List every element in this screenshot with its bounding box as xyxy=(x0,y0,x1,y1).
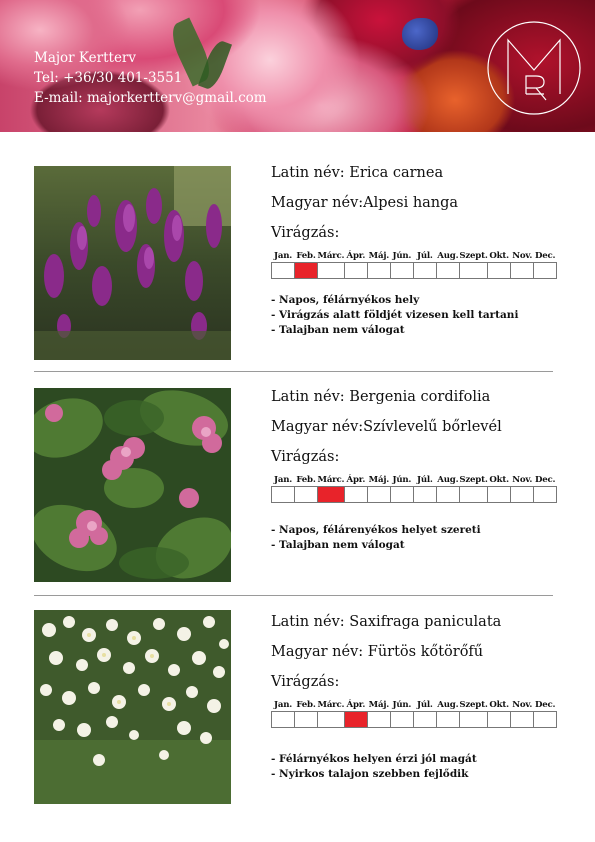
month-cell xyxy=(459,486,487,502)
month-cell xyxy=(295,486,318,502)
note-item: - Talajban nem válogat xyxy=(271,323,405,336)
email-address: E-mail: majorkertterv@gmail.com xyxy=(34,90,267,106)
month-header: Márc. xyxy=(317,250,345,261)
month-cell xyxy=(344,711,367,727)
month-header: Júl. xyxy=(416,250,433,261)
month-cell xyxy=(459,262,487,278)
month-header: Nov. xyxy=(512,474,533,485)
latin-name-value: Bergenia cordifolia xyxy=(349,389,491,405)
month-header: Okt. xyxy=(489,699,509,710)
header-banner xyxy=(0,0,595,132)
month-cell xyxy=(488,262,511,278)
hungarian-name-label: Magyar név: xyxy=(271,644,364,660)
note-item: - Virágzás alatt földjét vizesen kell tartani xyxy=(271,308,519,321)
plant-info xyxy=(271,388,571,553)
month-cell xyxy=(534,711,557,727)
month-cell xyxy=(272,262,295,278)
bloom-calendar xyxy=(271,474,557,503)
month-cell xyxy=(295,711,318,727)
latin-name-line xyxy=(271,613,571,631)
month-header: Aug. xyxy=(437,474,459,485)
month-cell xyxy=(488,711,511,727)
month-cell xyxy=(367,711,390,727)
note-item: - Félárnyékos helyen érzi jól magát xyxy=(271,752,477,765)
month-header: Márc. xyxy=(317,474,345,485)
month-header: Ápr. xyxy=(346,474,366,485)
month-cell xyxy=(413,262,436,278)
month-cell xyxy=(318,486,345,502)
month-header: Máj. xyxy=(368,250,390,261)
blue-flower-decoration xyxy=(402,18,438,50)
month-header: Szept. xyxy=(459,250,488,261)
latin-name-line xyxy=(271,388,571,406)
month-header: Feb. xyxy=(296,699,316,710)
month-cell xyxy=(390,486,413,502)
month-header: Máj. xyxy=(368,699,390,710)
month-header: Márc. xyxy=(317,699,345,710)
plant-notes xyxy=(271,752,571,782)
month-header: Aug. xyxy=(437,250,459,261)
month-header: Okt. xyxy=(489,474,509,485)
month-cell xyxy=(272,711,295,727)
note-item: - Napos, félárenyékos helyet szereti xyxy=(271,523,481,536)
bloom-calendar xyxy=(271,250,557,279)
divider xyxy=(34,595,553,596)
month-cell xyxy=(511,711,534,727)
month-header: Jan. xyxy=(273,474,293,485)
month-header: Szept. xyxy=(459,699,488,710)
month-cell xyxy=(413,486,436,502)
month-cell xyxy=(459,711,487,727)
latin-name-value: Saxifraga paniculata xyxy=(349,614,502,630)
month-header: Okt. xyxy=(489,250,509,261)
month-cell xyxy=(367,262,390,278)
note-item: - Nyirkos talajon szebben fejlődik xyxy=(271,767,469,780)
month-header: Ápr. xyxy=(346,250,366,261)
month-cell xyxy=(390,711,413,727)
bloom-label: Virágzás: xyxy=(271,674,340,690)
month-cell xyxy=(344,262,367,278)
month-cell xyxy=(390,262,413,278)
month-header: Nov. xyxy=(512,699,533,710)
month-header: Júl. xyxy=(416,474,433,485)
latin-name-line xyxy=(271,164,571,182)
month-header: Júl. xyxy=(416,699,433,710)
month-cell xyxy=(272,486,295,502)
month-cell xyxy=(344,486,367,502)
month-cell xyxy=(511,486,534,502)
hungarian-name-value: Alpesi hanga xyxy=(363,195,459,211)
month-header: Jan. xyxy=(273,250,293,261)
month-header: Feb. xyxy=(296,250,316,261)
month-cell xyxy=(318,262,345,278)
hungarian-name-line xyxy=(271,418,571,436)
month-cell xyxy=(413,711,436,727)
company-name: Major Kertterv xyxy=(34,50,137,66)
plant-info xyxy=(271,613,571,782)
latin-name-label: Latin név: xyxy=(271,165,345,181)
month-cell xyxy=(534,486,557,502)
hungarian-name-label: Magyar név: xyxy=(271,419,364,435)
plant-info xyxy=(271,164,571,338)
divider xyxy=(34,371,553,372)
month-header: Jún. xyxy=(392,699,412,710)
month-cell xyxy=(488,486,511,502)
month-header: Jún. xyxy=(392,474,412,485)
hungarian-name-line xyxy=(271,194,571,212)
month-cell xyxy=(367,486,390,502)
month-cell xyxy=(534,262,557,278)
month-header: Aug. xyxy=(437,699,459,710)
month-header: Feb. xyxy=(296,474,316,485)
month-cell xyxy=(511,262,534,278)
latin-name-value: Erica carnea xyxy=(349,165,444,181)
note-item: - Talajban nem válogat xyxy=(271,538,405,551)
month-header: Dec. xyxy=(534,474,556,485)
month-header: Dec. xyxy=(534,250,556,261)
bloom-label: Virágzás: xyxy=(271,225,340,241)
plant-notes xyxy=(271,523,571,553)
logo-monogram xyxy=(486,20,582,116)
month-header: Jan. xyxy=(273,699,293,710)
hungarian-name-line xyxy=(271,643,571,661)
month-header: Ápr. xyxy=(346,699,366,710)
hungarian-name-value: Szívlevelű bőrlevél xyxy=(363,419,502,435)
bloom-label: Virágzás: xyxy=(271,449,340,465)
month-header: Nov. xyxy=(512,250,533,261)
bloom-calendar xyxy=(271,699,557,728)
hungarian-name-value: Fürtös kőtörőfű xyxy=(367,644,484,660)
month-cell xyxy=(295,262,318,278)
latin-name-label: Latin név: xyxy=(271,614,345,630)
month-header: Szept. xyxy=(459,474,488,485)
note-item: - Napos, félárnyékos hely xyxy=(271,293,420,306)
month-cell xyxy=(318,711,345,727)
month-cell xyxy=(436,486,459,502)
month-cell xyxy=(436,262,459,278)
contact-info xyxy=(34,48,267,108)
month-header: Máj. xyxy=(368,474,390,485)
photo-saxifraga-paniculata xyxy=(34,610,231,804)
photo-erica-carnea xyxy=(34,166,231,360)
plant-notes xyxy=(271,293,571,338)
hungarian-name-label: Magyar név: xyxy=(271,195,364,211)
photo-bergenia-cordifolia xyxy=(34,388,231,582)
phone-number: Tel: +36/30 401-3551 xyxy=(34,70,183,86)
month-header: Jún. xyxy=(392,250,412,261)
month-cell xyxy=(436,711,459,727)
month-header: Dec. xyxy=(534,699,556,710)
latin-name-label: Latin név: xyxy=(271,389,345,405)
